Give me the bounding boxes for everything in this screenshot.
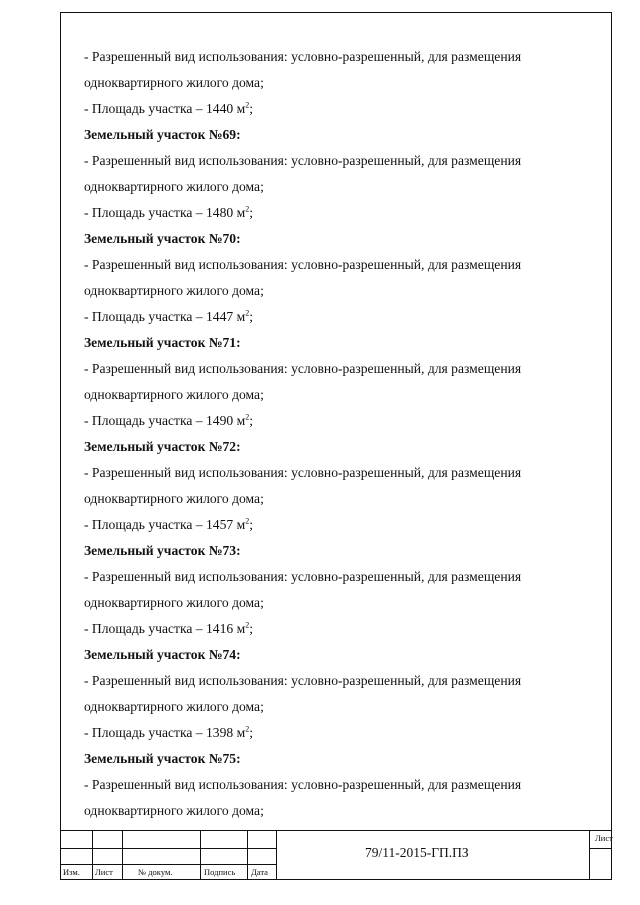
stamp-row-line [60,848,276,849]
plot-heading: Земельный участок №70: [84,231,241,246]
stamp-label-izm: Изм. [63,867,80,877]
body-text-line: одноквартирного жилого дома; [84,75,264,90]
body-text-line: - Разрешенный вид использования: условно-разрешенный, для размещения [84,569,522,584]
area-exponent: 2 [245,516,250,526]
area-suffix: ; [249,621,253,636]
area-text: - Площадь участка – 1457 м [84,517,246,532]
area-text: - Площадь участка – 1398 м [84,725,246,740]
area-exponent: 2 [245,620,250,630]
area-exponent: 2 [245,204,250,214]
document-code: 79/11-2015-ГП.ПЗ [365,845,469,860]
plot-area-line [84,408,594,434]
title-block [60,830,612,880]
stamp-label-signature: Подпись [204,867,236,877]
area-text: - Площадь участка – 1480 м [84,205,246,220]
area-exponent: 2 [245,412,250,422]
plot-area-line [84,96,594,122]
body-text-line: одноквартирного жилого дома; [84,595,264,610]
body-text-line: одноквартирного жилого дома; [84,283,264,298]
stamp-divider [122,831,123,880]
area-suffix: ; [249,101,253,116]
area-suffix: ; [249,413,253,428]
plot-area-line [84,200,594,226]
plot-heading: Земельный участок №75: [84,751,241,766]
stamp-row-line [60,864,276,865]
stamp-label-doc-number: № докум. [138,867,173,877]
stamp-label-list: Лист [95,867,113,877]
plot-area-line [84,616,594,642]
plot-area-line [84,720,594,746]
document-body [84,44,594,824]
body-text-line: - Разрешенный вид использования: условно-разрешенный, для размещения [84,257,522,272]
plot-heading: Земельный участок №74: [84,647,241,662]
plot-heading: Земельный участок №69: [84,127,241,142]
stamp-divider [276,831,277,880]
plot-area-line [84,512,594,538]
plot-heading: Земельный участок №71: [84,335,241,350]
body-text-line: - Разрешенный вид использования: условно-разрешенный, для размещения [84,465,522,480]
area-suffix: ; [249,205,253,220]
body-text-line: - Разрешенный вид использования: условно-разрешенный, для размещения [84,673,522,688]
body-text-line: - Разрешенный вид использования: условно-разрешенный, для размещения [84,49,522,64]
body-text-line: одноквартирного жилого дома; [84,179,264,194]
stamp-divider [589,831,590,880]
plot-heading: Земельный участок №72: [84,439,241,454]
area-text: - Площадь участка – 1440 м [84,101,246,116]
body-text-line: - Разрешенный вид использования: условно-разрешенный, для размещения [84,777,522,792]
area-suffix: ; [249,725,253,740]
stamp-divider [247,831,248,880]
body-text-line: одноквартирного жилого дома; [84,803,264,818]
area-text: - Площадь участка – 1416 м [84,621,246,636]
stamp-divider [200,831,201,880]
area-text: - Площадь участка – 1447 м [84,309,246,324]
plot-area-line [84,304,594,330]
body-text-line: одноквартирного жилого дома; [84,491,264,506]
sheet-label: Лист [595,833,613,843]
area-exponent: 2 [245,100,250,110]
stamp-label-date: Дата [251,867,268,877]
plot-heading: Земельный участок №73: [84,543,241,558]
area-suffix: ; [249,517,253,532]
area-text: - Площадь участка – 1490 м [84,413,246,428]
body-text-line: одноквартирного жилого дома; [84,699,264,714]
body-text-line: одноквартирного жилого дома; [84,387,264,402]
stamp-row-line [589,848,612,849]
area-exponent: 2 [245,308,250,318]
stamp-divider [92,831,93,880]
body-text-line: - Разрешенный вид использования: условно-разрешенный, для размещения [84,361,522,376]
body-text-line: - Разрешенный вид использования: условно-разрешенный, для размещения [84,153,522,168]
area-exponent: 2 [245,724,250,734]
area-suffix: ; [249,309,253,324]
